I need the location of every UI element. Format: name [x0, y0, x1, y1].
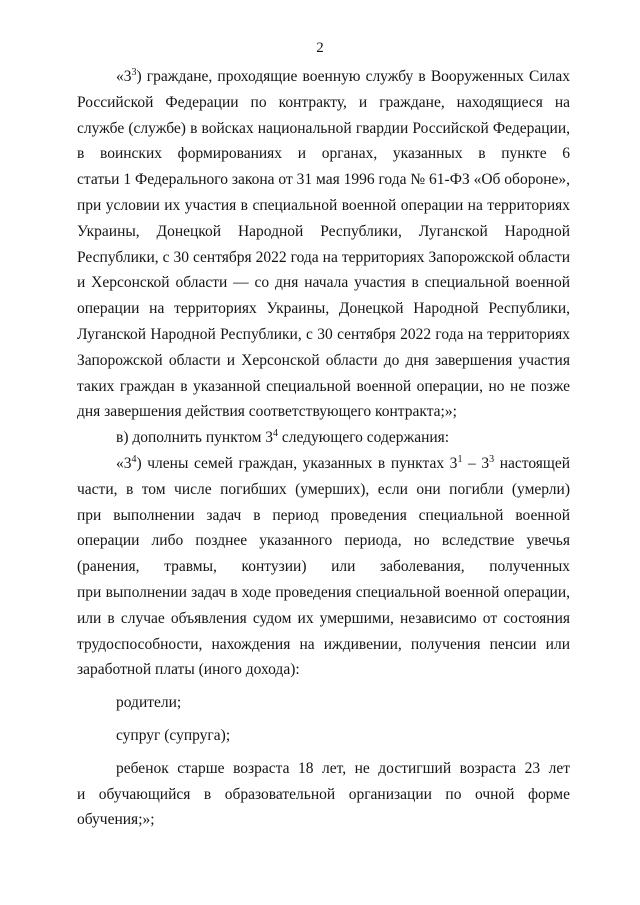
text-line: при условии их участия в специальной военной операции на территориях — [77, 196, 570, 214]
text-line: и обучающийся в образовательной организации по очной форме — [77, 785, 570, 803]
page-number: 2 — [316, 40, 324, 56]
text-line: в) дополнить пунктом $3^4$ следующего содержания: — [116, 428, 450, 447]
text-line: или в случае объявления судом их умершими, независимо от состояния — [77, 609, 570, 627]
paragraph-gap — [77, 716, 570, 723]
text-line: обучения;»; — [77, 811, 155, 829]
text-line: операции либо позднее указанного периода, но вследствие увечья — [77, 532, 570, 550]
text-line: при выполнении задач в ходе проведения специальной военной операции, — [77, 583, 570, 601]
text-line: (ранения, травмы, контузии) или заболевания, полученных — [77, 558, 570, 576]
text-line: дня завершения действия соответствующего контракта;»; — [77, 403, 457, 421]
text-line: Запорожской области и Херсонской области до дня завершения участия — [77, 351, 570, 369]
text-line: Украины, Донецкой Народной Республики, Луганской Народной — [77, 222, 570, 240]
text-line: «$3^3$) граждане, проходящие военную службу в Вооруженных Силах — [116, 67, 570, 85]
text-line: супруг (супруга); — [116, 726, 231, 744]
text-line: Луганской Народной Республики, с 30 сентября 2022 года на территориях — [77, 325, 570, 343]
text-line: Республики, с 30 сентября 2022 года на территориях Запорожской области — [77, 248, 570, 266]
text-line: при выполнении задач в период проведения специальной военной — [77, 506, 570, 524]
text-line: Российской Федерации по контракту, и граждане, находящиеся на — [77, 93, 570, 111]
text-line: статьи 1 Федерального закона от 31 мая 1996 года № 61-ФЗ «Об обороне», — [77, 171, 570, 189]
document-body — [77, 64, 570, 833]
text-line: трудоспособности, нахождения на иждивении, получения пенсии или — [77, 635, 570, 653]
text-line: части, в том числе погибших (умерших), если они погибли (умерли) — [77, 480, 570, 498]
text-line: в воинских формированиях и органах, указанных в пункте 6 — [77, 145, 570, 163]
text-line: ребенок старше возраста 18 лет, не достигший возраста 23 лет — [116, 759, 570, 777]
text-line: «$3^4$) члены семей граждан, указанных в пунктах $3^1 - 3^3$ настоящей — [116, 453, 570, 472]
text-line: родители; — [116, 694, 182, 712]
text-line: службе (службе) в войсках национальной гвардии Российской Федерации, — [77, 119, 570, 137]
text-line: операции на территориях Украины, Донецкой Народной Республики, — [77, 300, 570, 318]
paragraph-gap — [77, 749, 570, 756]
text-line: таких граждан в указанной специальной военной операции, но не позже — [77, 377, 570, 395]
text-line: заработной платы (иного дохода): — [77, 661, 300, 679]
paragraph-gap — [77, 683, 570, 690]
text-line: и Херсонской области — со дня начала участия в специальной военной — [77, 274, 570, 292]
